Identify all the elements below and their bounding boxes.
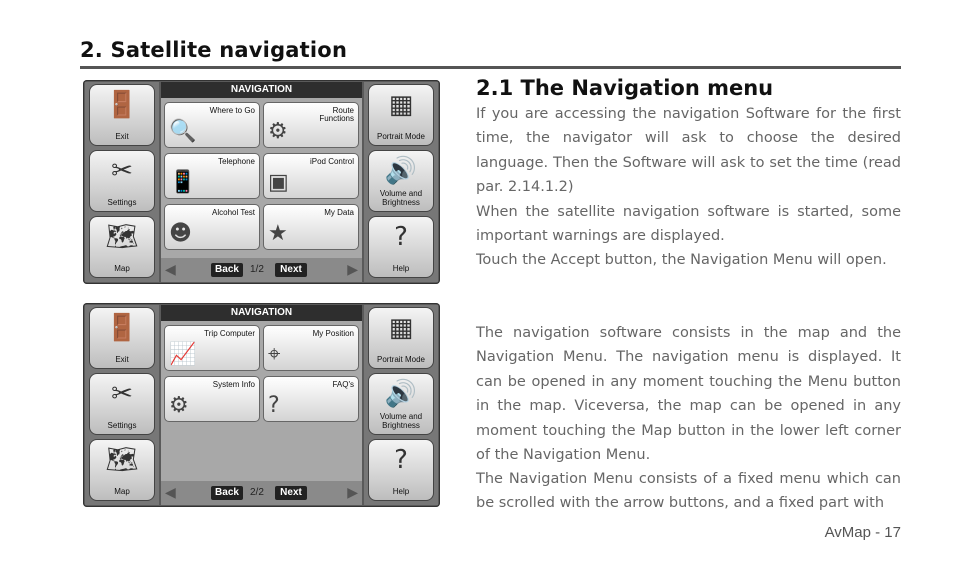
volume-brightness-button[interactable] <box>368 373 434 435</box>
help-button[interactable] <box>368 439 434 501</box>
tile-label: Route Functions <box>319 106 354 123</box>
portrait-mode-label: Portrait Mode <box>376 132 426 141</box>
alcohol-icon: ☻ <box>169 221 192 246</box>
my-data-icon: ★ <box>268 221 288 246</box>
navigation-title: NAVIGATION <box>161 305 362 321</box>
tile-label: Telephone <box>218 157 255 166</box>
route-functions-tile[interactable] <box>263 102 359 148</box>
navigation-menu-panel <box>161 82 362 282</box>
help-label: Help <box>392 487 410 496</box>
paragraph: The navigation software consists in the map and the Navigation Menu. The navigation menu is displayed. It can be opened in any moment touching the Menu button in the map. Viceversa, the map can be opened in any moment touching the Map button in the lower left corner of the Navigation Menu. <box>476 325 901 464</box>
navigation-menu-panel <box>161 305 362 505</box>
exit-door-icon: 🚪 <box>105 313 139 343</box>
map-label: Map <box>114 487 130 496</box>
map-button[interactable] <box>89 216 155 278</box>
tile-label: Alcohol Test <box>212 208 255 217</box>
page-indicator: 1/2 <box>250 264 264 275</box>
back-button[interactable]: Back <box>211 486 243 500</box>
settings-label: Settings <box>107 421 137 430</box>
portrait-mode-button[interactable] <box>368 84 434 146</box>
navigation-screen-2 <box>83 303 440 507</box>
tile-label: My Position <box>312 329 354 338</box>
map-icon: 🗺 <box>105 445 139 475</box>
portrait-icon: ▦ <box>388 90 414 120</box>
portrait-mode-label: Portrait Mode <box>376 355 426 364</box>
section-heading: 2. Satellite navigation <box>80 38 348 62</box>
help-label: Help <box>392 264 410 273</box>
exit-button[interactable] <box>89 307 155 369</box>
exit-button[interactable] <box>89 84 155 146</box>
tile-label: Trip Computer <box>204 329 255 338</box>
exit-label: Exit <box>115 355 129 364</box>
help-icon: ? <box>394 445 408 475</box>
map-icon: 🗺 <box>105 222 139 252</box>
ipod-icon: ▣ <box>268 170 289 195</box>
portrait-icon: ▦ <box>388 313 414 343</box>
alcohol-test-tile[interactable] <box>164 204 260 250</box>
right-button-column <box>364 305 438 505</box>
volume-brightness-label: Volume and Brightness <box>379 412 423 430</box>
pager-bar <box>161 258 362 282</box>
volume-icon: 🔊 <box>384 156 418 186</box>
exit-door-icon: 🚪 <box>105 90 139 120</box>
paragraph: If you are accessing the navigation Software for the first time, the navigator will ask to choose the desired language. Then the Software will ask to set the time (read par. 2.14.1.2) <box>476 106 901 196</box>
system-info-icon: ⚙ <box>169 393 189 418</box>
ipod-control-tile[interactable] <box>263 153 359 199</box>
trip-computer-icon: 📈 <box>169 342 197 367</box>
paragraph: The Navigation Menu consists of a fixed menu which can be scrolled with the arrow buttons, and a fixed part with <box>476 471 901 512</box>
arrow-right-icon[interactable]: ▶ <box>347 262 358 278</box>
next-button[interactable]: Next <box>275 263 307 277</box>
telephone-tile[interactable] <box>164 153 260 199</box>
pager-bar <box>161 481 362 505</box>
faq-tile[interactable] <box>263 376 359 422</box>
tools-icon: ✂ <box>111 156 133 186</box>
map-button[interactable] <box>89 439 155 501</box>
paragraph: Touch the Accept button, the Navigation Menu will open. <box>476 252 887 268</box>
map-label: Map <box>114 264 130 273</box>
trip-computer-tile[interactable] <box>164 325 260 371</box>
tile-label: iPod Control <box>309 157 354 166</box>
tile-label: Where to Go <box>209 106 255 115</box>
settings-label: Settings <box>107 198 137 207</box>
phone-icon: 📱 <box>169 170 197 195</box>
gears-icon: ⚙ <box>268 119 288 144</box>
help-icon: ? <box>394 222 408 252</box>
help-button[interactable] <box>368 216 434 278</box>
volume-brightness-label: Volume and Brightness <box>379 189 423 207</box>
navigation-title: NAVIGATION <box>161 82 362 98</box>
where-to-go-tile[interactable] <box>164 102 260 148</box>
my-data-tile[interactable] <box>263 204 359 250</box>
heading-rule <box>80 66 901 69</box>
left-button-column <box>85 305 159 505</box>
my-position-tile[interactable] <box>263 325 359 371</box>
magnifier-globe-icon: 🔍 <box>169 119 197 144</box>
next-button[interactable]: Next <box>275 486 307 500</box>
subsection-heading: 2.1 The Navigation menu <box>476 76 774 100</box>
volume-icon: 🔊 <box>384 379 418 409</box>
left-button-column <box>85 82 159 282</box>
portrait-mode-button[interactable] <box>368 307 434 369</box>
tile-label: System Info <box>212 380 255 389</box>
tile-label: My Data <box>324 208 354 217</box>
arrow-left-icon[interactable]: ◀ <box>165 485 176 501</box>
faq-icon: ? <box>268 393 280 418</box>
page-indicator: 2/2 <box>250 487 264 498</box>
page-number: AvMap - 17 <box>824 524 901 541</box>
settings-button[interactable] <box>89 150 155 212</box>
right-button-column <box>364 82 438 282</box>
volume-brightness-button[interactable] <box>368 150 434 212</box>
system-info-tile[interactable] <box>164 376 260 422</box>
my-position-icon: ⌖ <box>268 342 281 367</box>
arrow-right-icon[interactable]: ▶ <box>347 485 358 501</box>
tools-icon: ✂ <box>111 379 133 409</box>
back-button[interactable]: Back <box>211 263 243 277</box>
settings-button[interactable] <box>89 373 155 435</box>
navigation-screen-1 <box>83 80 440 284</box>
arrow-left-icon[interactable]: ◀ <box>165 262 176 278</box>
paragraph: When the satellite navigation software is started, some important warnings are displayed. <box>476 204 901 245</box>
exit-label: Exit <box>115 132 129 141</box>
tile-label: FAQ's <box>332 380 354 389</box>
